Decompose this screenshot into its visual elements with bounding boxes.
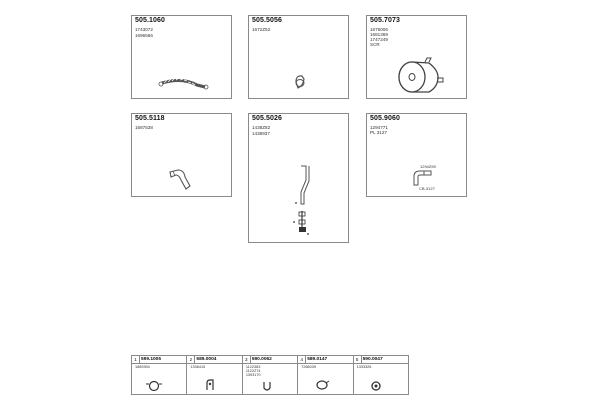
cell-ref: 7266039 xyxy=(301,365,317,369)
part-ref: 1676006 xyxy=(370,27,388,32)
band-clamp-icon xyxy=(298,356,353,396)
tailpipe-drawing xyxy=(367,114,468,198)
part-ref: 1438937 xyxy=(252,131,270,136)
cell-ref: 1333326 xyxy=(356,365,372,369)
bent-pipe-drawing xyxy=(132,114,233,198)
part-ref: 1438Z82 xyxy=(252,125,271,130)
callout-label: CB-3127 xyxy=(419,186,435,191)
muffler-drawing xyxy=(367,16,468,100)
callout-label: 1294Z59 xyxy=(420,164,436,169)
rubber-mount-icon xyxy=(187,356,242,396)
part-ref: SCR xyxy=(370,42,380,47)
cell-ref: 1393170 xyxy=(245,373,261,377)
cell-index: 5 xyxy=(354,356,362,363)
ring-clamp-icon xyxy=(354,356,409,396)
part-code: 505.9060 xyxy=(370,115,400,122)
cell-index: 1 xyxy=(132,356,140,363)
cell-code: 589.0004 xyxy=(196,357,217,362)
cell-index: 3 xyxy=(243,356,251,363)
accessory-cell-1[interactable] xyxy=(132,356,187,394)
part-code: 505.7073 xyxy=(370,17,400,24)
part-ref: 1681369 xyxy=(370,32,388,37)
part-ref: 1696566 xyxy=(135,33,153,38)
part-card-505-5056[interactable] xyxy=(248,15,349,99)
part-ref: 1747249 xyxy=(370,37,388,42)
part-code: 505.5026 xyxy=(252,115,282,122)
flexible-pipe-drawing xyxy=(132,16,233,100)
accessory-cell-5[interactable] xyxy=(354,356,408,394)
part-code: 505.5118 xyxy=(135,115,165,122)
cell-code: 590.0062 xyxy=(251,357,272,362)
part-ref: PL 3127 xyxy=(370,130,387,135)
part-ref: 1743072 xyxy=(135,27,153,32)
part-code: 505.1060 xyxy=(135,17,165,24)
part-card-505-7073[interactable] xyxy=(366,15,467,99)
part-ref: 1294771 xyxy=(370,125,388,130)
accessory-cell-2[interactable] xyxy=(187,356,242,394)
accessory-cell-3[interactable] xyxy=(243,356,298,394)
tailpipe-assembly-drawing xyxy=(249,114,350,244)
part-ref: 1687538 xyxy=(135,125,153,130)
part-card-505-1060[interactable] xyxy=(131,15,232,99)
cell-code: 590.0047 xyxy=(362,357,383,362)
cell-ref: 1122Z74 xyxy=(245,369,261,373)
cell-ref: 1122383 xyxy=(245,365,261,369)
clamp-icon xyxy=(132,356,187,396)
accessory-cell-4[interactable] xyxy=(298,356,353,394)
part-card-505-5118[interactable] xyxy=(131,113,232,197)
part-card-505-5026[interactable] xyxy=(248,113,349,243)
cell-ref: 1689394 xyxy=(135,365,150,369)
cell-ref: 1336415 xyxy=(190,365,206,369)
pipe-connector-drawing xyxy=(249,16,350,100)
part-card-505-9060[interactable] xyxy=(366,113,467,197)
cell-code: 599.1005 xyxy=(141,357,162,362)
part-ref: 1672Z52 xyxy=(252,27,271,32)
accessories-strip xyxy=(131,355,409,395)
cell-index: 2 xyxy=(187,356,195,363)
cell-index: 4 xyxy=(298,356,306,363)
cell-code: 589.0147 xyxy=(307,357,328,362)
part-code: 505.5056 xyxy=(252,17,282,24)
u-clamp-icon xyxy=(243,356,298,396)
